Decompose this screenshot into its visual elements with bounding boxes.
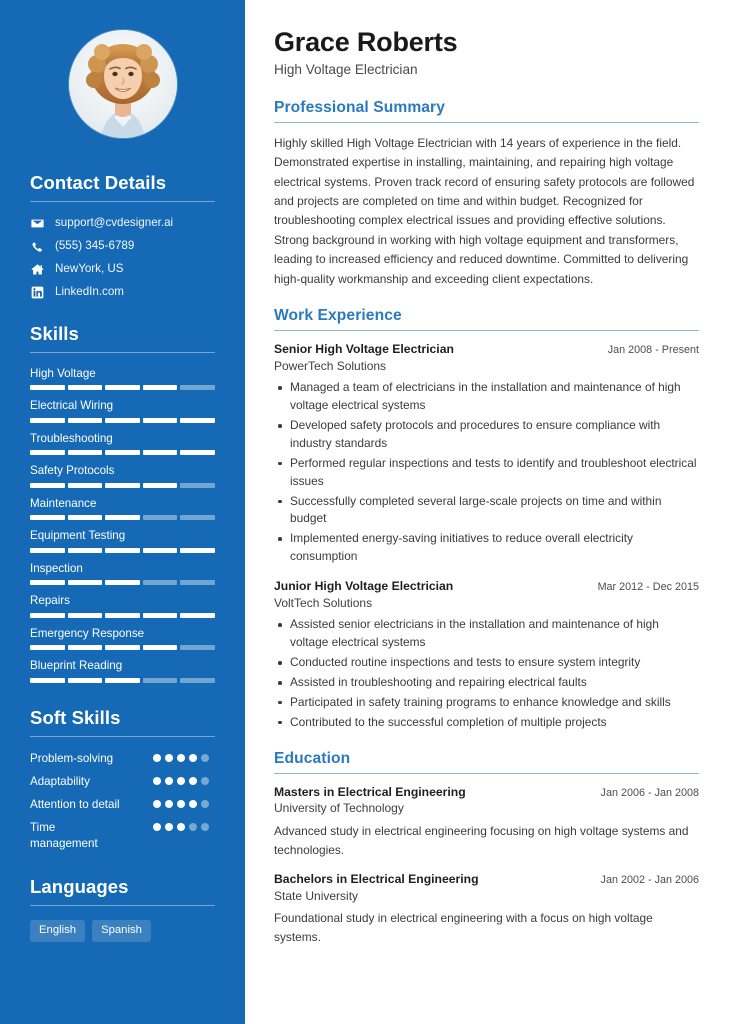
contact-list <box>30 216 215 299</box>
avatar <box>69 30 177 138</box>
experience-bullet: Developed safety protocols and procedures to ensure compliance with industry standards <box>274 417 699 453</box>
skill-bar-segment <box>68 645 103 650</box>
skill-bar-segment <box>30 645 65 650</box>
linkedin-icon <box>30 285 44 299</box>
skill-label: Equipment Testing <box>30 529 126 543</box>
experience-entry <box>274 342 699 566</box>
soft-skill-label: Attention to detail <box>30 797 120 811</box>
skill-bar-segment <box>180 483 215 488</box>
education-institution: University of Technology <box>274 801 404 816</box>
section-professional-summary <box>274 99 699 289</box>
skill-level-bar <box>30 483 215 488</box>
rating-dot <box>201 754 209 762</box>
experience-bullet: Successfully completed several large-scale projects on time and within budget <box>274 493 699 529</box>
rating-dot <box>189 777 197 785</box>
soft-skills-divider <box>30 736 215 737</box>
experience-company: PowerTech Solutions <box>274 358 387 373</box>
skill-bar-segment <box>105 548 140 553</box>
skill-bar-segment <box>68 613 103 618</box>
skill-bar-segment <box>30 483 65 488</box>
experience-bullet: Participated in safety training programs to enhance knowledge and skills <box>274 694 699 712</box>
education-degree: Masters in Electrical Engineering <box>274 784 466 799</box>
skill-item <box>30 432 215 455</box>
summary-heading: Professional Summary <box>274 98 445 116</box>
rating-dot <box>165 823 173 831</box>
language-chip: English <box>30 920 85 943</box>
skill-item <box>30 627 215 650</box>
experience-date-range: Jan 2008 - Present <box>607 343 699 356</box>
skill-bar-segment <box>105 385 140 390</box>
rating-dot <box>153 754 161 762</box>
soft-skill-item <box>30 774 215 790</box>
profile-photo-icon <box>69 30 177 138</box>
education-divider <box>274 773 699 774</box>
experience-bullet: Implemented energy-saving initiatives to reduce overall electricity consumption <box>274 530 699 566</box>
skill-bar-segment <box>30 418 65 423</box>
experience-company: VoltTech Solutions <box>274 595 373 610</box>
rating-dot <box>153 800 161 808</box>
rating-dot <box>189 754 197 762</box>
skill-label: Maintenance <box>30 496 97 510</box>
skill-bar-segment <box>68 548 103 553</box>
rating-dot <box>165 800 173 808</box>
skill-item <box>30 399 215 422</box>
soft-skill-rating <box>153 820 215 831</box>
skills-list <box>30 367 215 683</box>
skill-bar-segment <box>180 613 215 618</box>
contact-item-phone[interactable] <box>30 239 215 253</box>
skill-bar-segment <box>143 515 178 520</box>
avatar-wrapper <box>30 30 215 138</box>
experience-entry-header <box>274 579 699 595</box>
education-list <box>274 785 699 947</box>
skill-bar-segment <box>143 580 178 585</box>
skill-level-bar <box>30 515 215 520</box>
rating-dot <box>165 754 173 762</box>
rating-dot <box>177 777 185 785</box>
skill-label: High Voltage <box>30 367 96 380</box>
skill-item <box>30 529 215 552</box>
skill-bar-segment <box>30 450 65 455</box>
summary-divider <box>274 122 699 123</box>
experience-divider <box>274 330 699 331</box>
contact-details-heading: Contact Details <box>30 172 167 193</box>
education-institution: State University <box>274 888 359 903</box>
languages-list <box>30 920 215 943</box>
skill-label: Emergency Response <box>30 626 145 640</box>
skill-bar-segment <box>143 548 178 553</box>
skill-bar-segment <box>180 385 215 390</box>
rating-dot <box>189 800 197 808</box>
experience-bullet: Assisted senior electricians in the installation and maintenance of high voltage electrical systems <box>274 616 699 652</box>
skill-label: Troubleshooting <box>30 431 113 445</box>
soft-skill-label: Time management <box>30 820 98 850</box>
education-entry <box>274 785 699 859</box>
skill-bar-segment <box>180 645 215 650</box>
experience-date-range: Mar 2012 - Dec 2015 <box>597 580 699 593</box>
experience-bullet-list <box>274 616 699 731</box>
skill-bar-segment <box>105 450 140 455</box>
experience-bullet: Conducted routine inspections and tests to ensure system integrity <box>274 654 699 672</box>
skill-bar-segment <box>143 613 178 618</box>
skill-bar-segment <box>180 580 215 585</box>
experience-bullet: Managed a team of electricians in the installation and maintenance of high voltage electrical systems <box>274 379 699 415</box>
skill-bar-segment <box>180 515 215 520</box>
experience-job-title: Junior High Voltage Electrician <box>274 578 454 593</box>
education-description: Foundational study in electrical engineering with a focus on high voltage systems. <box>274 911 653 944</box>
rating-dot <box>201 777 209 785</box>
skill-bar-segment <box>143 645 178 650</box>
soft-skills-heading: Soft Skills <box>30 706 121 728</box>
contact-details-block <box>30 172 215 299</box>
skill-bar-segment <box>30 580 65 585</box>
contact-location-text: NewYork, US <box>55 262 124 276</box>
soft-skill-label: Problem-solving <box>30 751 114 765</box>
contact-divider <box>30 201 215 202</box>
education-date-range: Jan 2006 - Jan 2008 <box>600 786 699 799</box>
rating-dot <box>153 777 161 785</box>
skill-label: Safety Protocols <box>30 464 115 478</box>
home-icon <box>30 262 44 276</box>
experience-heading: Work Experience <box>274 306 402 324</box>
soft-skill-rating <box>153 797 215 808</box>
skill-bar-segment <box>105 678 140 683</box>
skill-bar-segment <box>105 483 140 488</box>
phone-icon <box>30 239 44 253</box>
skill-bar-segment <box>30 385 65 390</box>
contact-item-location[interactable] <box>30 262 215 276</box>
languages-heading: Languages <box>30 875 129 897</box>
job-role-subtitle: High Voltage Electrician <box>274 61 418 77</box>
section-work-experience <box>274 307 699 732</box>
skill-bar-segment <box>105 515 140 520</box>
education-description: Advanced study in electrical engineering focusing on high voltage systems and technologies. <box>274 824 689 857</box>
skill-level-bar <box>30 548 215 553</box>
skill-bar-segment <box>30 515 65 520</box>
skill-bar-segment <box>68 418 103 423</box>
skill-bar-segment <box>180 678 215 683</box>
rating-dot <box>201 800 209 808</box>
experience-bullet: Contributed to the successful completion of multiple projects <box>274 714 699 732</box>
skill-bar-segment <box>143 678 178 683</box>
experience-bullet: Performed regular inspections and tests to identify and troubleshoot electrical issues <box>274 455 699 491</box>
rating-dot <box>201 823 209 831</box>
soft-skill-rating <box>153 751 215 762</box>
skill-item <box>30 594 215 617</box>
skill-bar-segment <box>68 515 103 520</box>
soft-skill-label: Adaptability <box>30 774 90 788</box>
rating-dot <box>153 823 161 831</box>
section-education <box>274 750 699 947</box>
skill-bar-segment <box>143 483 178 488</box>
skills-block <box>30 323 215 683</box>
soft-skill-item <box>30 820 215 852</box>
skill-item <box>30 464 215 487</box>
language-chip: Spanish <box>92 920 151 943</box>
soft-skills-block <box>30 707 215 852</box>
skill-level-bar <box>30 678 215 683</box>
contact-phone-text: (555) 345-6789 <box>55 239 135 253</box>
envelope-icon <box>30 216 44 230</box>
contact-item-email[interactable] <box>30 216 215 230</box>
skill-bar-segment <box>68 580 103 585</box>
soft-skill-rating <box>153 774 215 785</box>
skill-bar-segment <box>105 580 140 585</box>
skill-item <box>30 367 215 390</box>
skill-level-bar <box>30 385 215 390</box>
skill-item <box>30 659 215 682</box>
skill-level-bar <box>30 580 215 585</box>
skill-bar-segment <box>180 548 215 553</box>
skill-bar-segment <box>105 645 140 650</box>
main-content <box>245 0 730 1024</box>
skill-item <box>30 562 215 585</box>
skill-bar-segment <box>30 613 65 618</box>
skill-bar-segment <box>180 450 215 455</box>
rating-dot <box>177 823 185 831</box>
experience-bullet-list <box>274 379 699 566</box>
languages-divider <box>30 905 215 906</box>
skill-bar-segment <box>68 450 103 455</box>
education-heading: Education <box>274 749 351 767</box>
rating-dot <box>189 823 197 831</box>
contact-linkedin-text: LinkedIn.com <box>55 285 124 299</box>
skill-bar-segment <box>143 385 178 390</box>
skill-bar-segment <box>180 418 215 423</box>
skills-heading: Skills <box>30 323 79 344</box>
education-date-range: Jan 2002 - Jan 2006 <box>600 873 699 886</box>
skill-level-bar <box>30 418 215 423</box>
experience-entry <box>274 579 699 732</box>
education-entry-header <box>274 872 699 888</box>
skill-bar-segment <box>143 418 178 423</box>
skill-bar-segment <box>105 613 140 618</box>
skill-item <box>30 497 215 520</box>
rating-dot <box>177 800 185 808</box>
rating-dot <box>177 754 185 762</box>
soft-skills-list <box>30 751 215 852</box>
sidebar <box>0 0 245 1024</box>
education-entry-header <box>274 785 699 801</box>
skill-bar-segment <box>105 418 140 423</box>
skills-divider <box>30 352 215 353</box>
skill-level-bar <box>30 613 215 618</box>
skill-bar-segment <box>68 385 103 390</box>
skill-bar-segment <box>68 678 103 683</box>
skill-label: Inspection <box>30 561 83 575</box>
skill-label: Electrical Wiring <box>30 399 114 413</box>
rating-dot <box>165 777 173 785</box>
skill-level-bar <box>30 450 215 455</box>
skill-label: Blueprint Reading <box>30 659 123 673</box>
soft-skill-item <box>30 751 215 767</box>
skill-label: Repairs <box>30 594 70 608</box>
contact-email-text: support@cvdesigner.ai <box>55 216 174 230</box>
skill-level-bar <box>30 645 215 650</box>
skill-bar-segment <box>143 450 178 455</box>
page-title: Grace Roberts <box>274 27 458 57</box>
soft-skill-item <box>30 797 215 813</box>
skill-bar-segment <box>30 548 65 553</box>
experience-entry-header <box>274 342 699 358</box>
languages-block <box>30 876 215 943</box>
experience-job-title: Senior High Voltage Electrician <box>274 341 454 356</box>
experience-list <box>274 342 699 732</box>
skill-bar-segment <box>68 483 103 488</box>
contact-item-linkedin[interactable] <box>30 285 215 299</box>
education-entry <box>274 872 699 946</box>
education-degree: Bachelors in Electrical Engineering <box>274 871 479 886</box>
summary-text: Highly skilled High Voltage Electrician with 14 years of experience in the field. Demonstrated expertise in installing, maintaining, and repairing high voltage electrical systems. Proven track record of ensuring safety protocols are followed and projects are completed on time and within budget. Recognized for troubleshooting complex electrical issues and providing effective solutions. Strong background in working with high voltage equipment and transformers, leading to increased efficiency and reduced downtime. Committed to delivering high-quality workmanship and exceeding client expectations. <box>274 135 695 286</box>
skill-bar-segment <box>30 678 65 683</box>
experience-bullet: Assisted in troubleshooting and repairing electrical faults <box>274 674 699 692</box>
